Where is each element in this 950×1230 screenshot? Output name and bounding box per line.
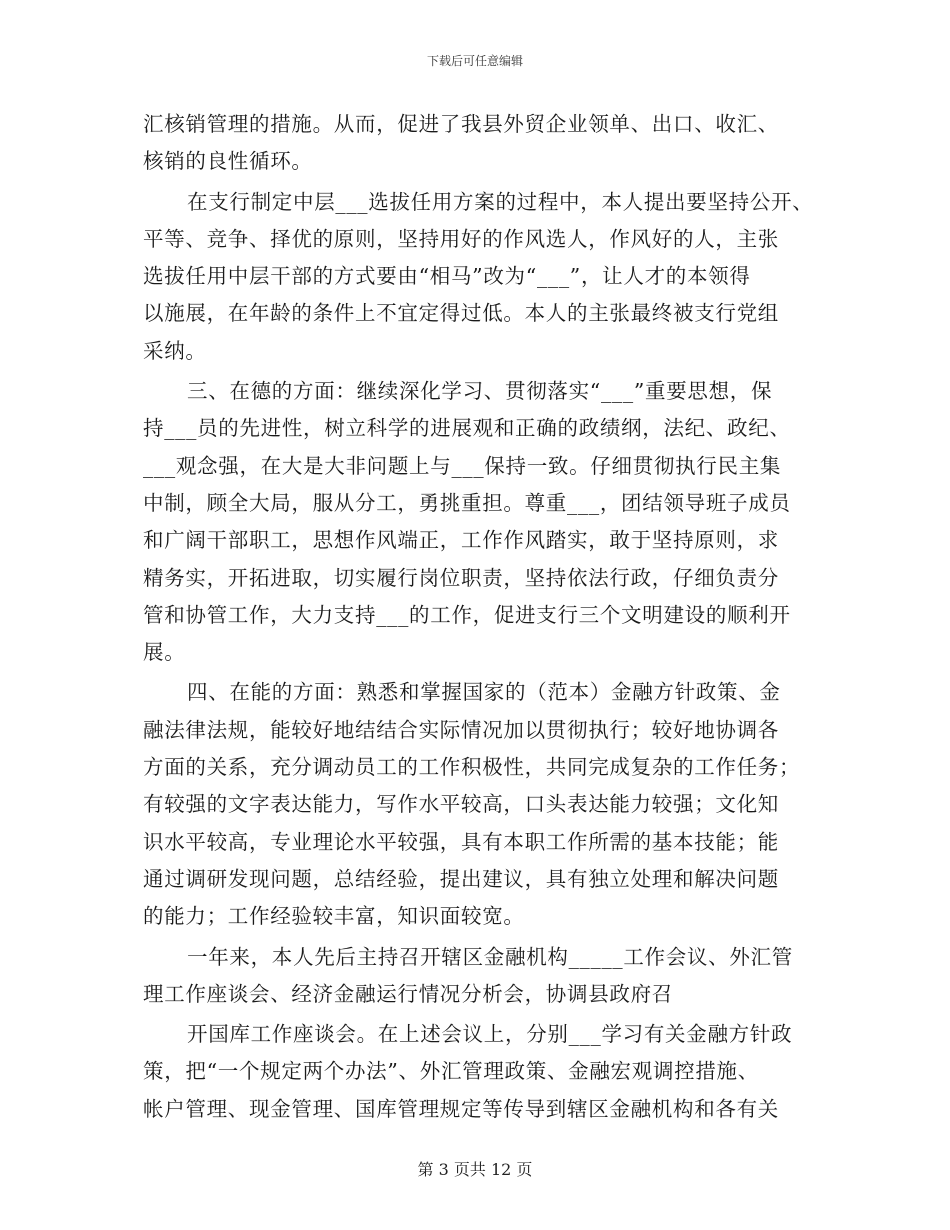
paragraph-line: 汇核销管理的措施。从而，促进了我县外贸企业领单、出口、收汇、 — [143, 112, 779, 136]
paragraph-line: 通过调研发现问题，总结经验，提出建议，具有独立处理和解决问题 — [143, 866, 779, 891]
paragraph-line: 理工作座谈会、经济金融运行情况分析会，协调县政府召 — [143, 981, 673, 1006]
paragraph-line: 精务实，开拓进取，切实履行岗位职责，坚持依法行政，仔细负责分 — [143, 565, 779, 590]
paragraph-line: 融法律法规，能较好地结结合实际情况加以贯彻执行；较好地协调各 — [143, 717, 779, 742]
paragraph-line: 方面的关系，充分调动员工的工作积极性，共同完成复杂的工作任务； — [143, 755, 801, 780]
paragraph-line: 的能力；工作经验较丰富，知识面较宽。 — [143, 904, 525, 929]
paragraph-line: 三、在德的方面：继续深化学习、贯彻落实“___”重要思想，保 — [187, 379, 773, 404]
paragraph-line: 平等、竞争、择优的原则，坚持用好的作风选人，作风好的人，主张 — [143, 226, 779, 251]
paragraph-line: 展。 — [143, 640, 186, 665]
paragraph-line: 帐户管理、现金管理、国库管理规定等传导到辖区金融机构和各有关 — [143, 1096, 779, 1121]
paragraph-line: 采纳。 — [143, 338, 207, 363]
paragraph-line: 持___员的先进性，树立科学的进展观和正确的政绩纲，法纪、政纪、 — [143, 416, 791, 441]
paragraph-line: 策，把“一个规定两个办法”、外汇管理政策、金融宏观调控措施、 — [143, 1059, 759, 1084]
paragraph-line: 开国库工作座谈会。在上述会议上，分别___学习有关金融方针政 — [187, 1022, 793, 1047]
paragraph-line: 管和协管工作，大力支持___的工作，促进支行三个文明建设的顺利开 — [143, 602, 791, 627]
paragraph-line: 一年来，本人先后主持召开辖区金融机构_____工作会议、外汇管 — [187, 944, 793, 969]
page-header: 下载后可任意编辑 — [426, 54, 523, 68]
paragraph-line: 选拔任用中层干部的方式要由“相马”改为“___”，让人才的本领得 — [143, 264, 751, 289]
paragraph-line: 中制，顾全大局，服从分工，勇挑重担。尊重___，团结领导班子成员 — [143, 490, 791, 515]
document-body — [143, 106, 833, 1128]
paragraph-line: 有较强的文字表达能力，写作水平较高，口头表达能力较强；文化知 — [143, 792, 779, 817]
paragraph-line: 在支行制定中层___选拔任用方案的过程中，本人提出要坚持公开、 — [187, 189, 814, 214]
page-footer: 第 3 页共 12 页 — [417, 1160, 533, 1179]
paragraph-line: 识水平较高，专业理论水平较强，具有本职工作所需的基本技能；能 — [143, 829, 779, 854]
paragraph-line: 核销的良性循环。 — [143, 149, 313, 174]
paragraph-line: 和广阔干部职工，思想作风端正，工作作风踏实，敢于坚持原则，求 — [143, 528, 779, 553]
paragraph-line: 四、在能的方面：熟悉和掌握国家的（范本）金融方针政策、金 — [187, 680, 781, 705]
paragraph-line: 以施展，在年龄的条件上不宜定得过低。本人的主张最终被支行党组 — [143, 301, 779, 326]
paragraph-line: ___观念强，在大是大非问题上与___保持一致。仔细贯彻执行民主集 — [143, 453, 782, 478]
